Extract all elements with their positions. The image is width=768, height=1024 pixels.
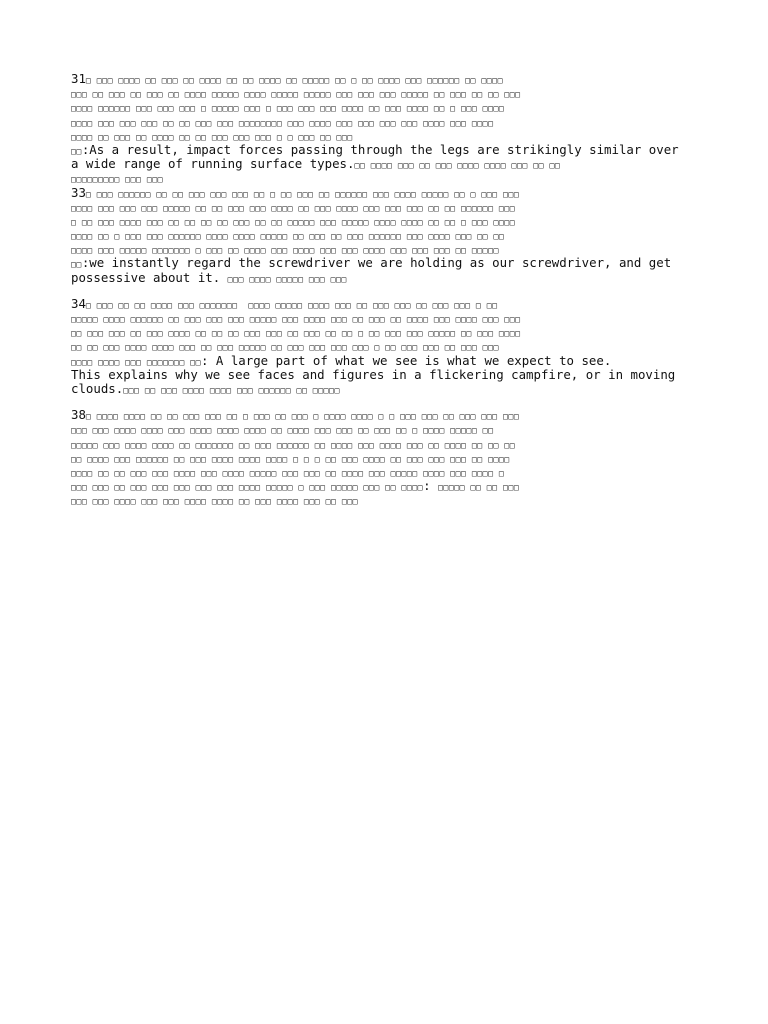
text-line	[71, 186, 701, 200]
glyph-run: □□□□□ □□□ □□□□ □□□□ □□ □□□□□□□ □□ □□□ □□□□□□ □□ □□□□ □□□ □□□□ □□□ □□ □□□□ □□ □□ □□	[71, 440, 516, 450]
english-text: :we instantly regard the screwdriver we are holding as our screwdriver, and get	[81, 255, 672, 271]
glyph-run: □□□□ □□□□□□ □□□ □□□ □□□ □ □□□□□ □□□ □ □□□ □□□ □□□ □□□□ □□ □□□ □□□□ □□ □ □□□ □□□□	[71, 104, 505, 114]
text-line	[71, 143, 701, 157]
glyph-run: □□□□ □□□ □□□ □□□ □□□□□ □□ □□ □□□ □□□ □□□□ □□ □□□ □□□□ □□□ □□□ □□□ □□ □□ □□□□□□ □□□	[71, 203, 516, 213]
text-line	[71, 451, 701, 465]
document-page	[71, 72, 701, 507]
glyph-run: □□□□ □□ □ □□□ □□□ □□□□□□ □□□□ □□□□ □□□□□ □□ □□□ □□ □□□ □□□□□□ □□□ □□□□ □□□ □□ □□	[71, 232, 505, 242]
glyph-run: □ □□□□ □□□□ □□ □□ □□□ □□□ □□ □ □□□ □□ □□□ □ □□□□ □□□□ □ □ □□□ □□□ □□ □□□ □□□ □□□	[85, 412, 520, 422]
question-number: 33	[71, 184, 86, 200]
glyph-run: □□□□□□□□□ □□□ □□□	[71, 175, 164, 185]
text-line	[71, 408, 701, 422]
question-number: 38	[71, 407, 86, 423]
text-line	[71, 325, 701, 339]
english-text: :As a result, impact forces passing through the legs are strikingly similar over	[81, 141, 679, 157]
question-31	[71, 72, 701, 186]
text-line	[71, 311, 701, 325]
glyph-run: □□□ □□□□ □□□□□ □□□ □□□	[227, 274, 347, 284]
glyph-run: □□□□ □□□□ □□□ □□□□□□□ □□	[71, 357, 201, 367]
text-line	[71, 256, 701, 270]
text-line	[71, 115, 701, 129]
text-line	[71, 354, 701, 368]
question-number: 34	[71, 295, 86, 311]
glyph-run: □□□□ □□ □□□ □□ □□□□ □□ □□ □□□ □□□ □□□ □ □ □□□ □□ □□□	[71, 132, 353, 142]
text-line	[71, 297, 701, 311]
text-line	[71, 129, 701, 143]
text-line	[71, 339, 701, 353]
text-line	[71, 100, 701, 114]
english-text: possessive about it.	[71, 269, 228, 285]
glyph-run: □□□ □□□ □□□□ □□□ □□□ □□□□ □□□□ □□ □□□ □□□□ □□□ □□ □□□	[71, 497, 359, 507]
glyph-run: □ □□□ □□□□□□ □□ □□ □□□ □□□ □□□ □□ □ □□ □□□ □□ □□□□□□ □□□ □□□□ □□□□□ □□ □ □□□ □□□	[85, 189, 520, 199]
glyph-run: □ □□ □□□ □□□□ □□□ □□ □□ □□ □□ □□□ □□ □□ □□□□□ □□□ □□□□□ □□□□ □□□□ □□ □□ □ □□□ □□□□	[71, 217, 516, 227]
glyph-run: □□□ □□ □□□ □□□□ □□□□ □□□ □□□□□□ □□ □□□□□	[123, 385, 340, 395]
text-line	[71, 382, 701, 396]
text-line	[71, 422, 701, 436]
question-number: 31	[71, 71, 86, 86]
english-text: This explains why we see faces and figures in a flickering campfire, or in moving	[71, 366, 676, 382]
text-line	[71, 437, 701, 451]
english-text: a wide range of running surface types.	[71, 156, 355, 172]
text-line	[71, 72, 701, 86]
text-line	[71, 242, 701, 256]
glyph-run: □□□□□ □□ □□ □□□	[438, 483, 520, 493]
glyph-run: □□□ □□ □□□ □□ □□□ □□ □□□□ □□□□□ □□□□ □□□□□ □□□□□ □□□ □□□ □□□ □□□□□ □□ □□□ □□ □□ □□□	[71, 90, 521, 100]
glyph-run: □ □□□ □□ □□ □□□□ □□□ □□□□□□□ □□□□ □□□□□ □□□□ □□□ □□ □□□ □□□ □□ □□□ □□□ □ □□	[85, 300, 498, 310]
glyph-run: □□□ □□□ □□ □□□ □□□ □□□ □□□ □□□ □□□□ □□□□□ □ □□□ □□□□□ □□□ □□ □□□□	[71, 483, 424, 493]
glyph-run: □□□□ □□□ □□□□□ □□□□□□□ □ □□□ □□ □□□□ □□□ □□□□ □□□ □□□ □□□□ □□□ □□□ □□□ □□ □□□□□	[71, 246, 499, 256]
text-line	[71, 86, 701, 100]
glyph-run: □□ □□□□ □□□ □□□□□□ □□ □□□ □□□□ □□□□ □□□□ □ □ □ □□ □□□ □□□□ □□ □□□ □□□ □□□ □□ □□□□	[71, 454, 510, 464]
text-line	[71, 171, 701, 185]
glyph-run: □□	[71, 260, 82, 270]
text-line	[71, 465, 701, 479]
text-line	[71, 214, 701, 228]
glyph-run: □□	[71, 146, 82, 156]
text-line	[71, 200, 701, 214]
glyph-run: □□ □□□ □□□ □□ □□□ □□□□ □□ □□ □□ □□□ □□□ □□ □□□ □□ □□ □ □□ □□□ □□□ □□□□□ □□ □□□ □□□□	[71, 329, 521, 339]
question-34	[71, 297, 701, 396]
english-text: :	[423, 478, 438, 494]
glyph-run: □□ □□ □□□ □□□□ □□□□ □□□ □□ □□□ □□□□□ □□ □□□ □□□ □□□ □□□ □ □□ □□□ □□□ □□ □□□ □□□	[71, 343, 499, 353]
text-line	[71, 157, 701, 171]
text-line	[71, 493, 701, 507]
text-line	[71, 228, 701, 242]
english-text: : A large part of what we see is what we expect to see.	[201, 352, 612, 368]
text-line	[71, 271, 701, 285]
question-33	[71, 186, 701, 285]
glyph-run: □□□□ □□□ □□□ □□□ □□ □□ □□□ □□□ □□□□□□□□ □□□ □□□□ □□□ □□□ □□□ □□□ □□□□ □□□ □□□□	[71, 118, 494, 128]
text-line	[71, 368, 701, 382]
glyph-run: □ □□□ □□□□ □□ □□□ □□ □□□□ □□ □□ □□□□ □□ □□□□□ □□ □ □□ □□□□ □□□ □□□□□□ □□ □□□□	[85, 76, 503, 85]
glyph-run: □□□□□ □□□□ □□□□□□ □□ □□□ □□□ □□□ □□□□□ □□□ □□□□ □□□ □□ □□□ □□ □□□□ □□□ □□□□ □□□ □□□	[71, 315, 521, 324]
english-text: clouds.	[71, 380, 124, 396]
text-line	[71, 479, 701, 493]
glyph-run: □□□ □□□ □□□□ □□□□ □□□ □□□□ □□□□ □□□□ □□ □□□□ □□□ □□□ □□ □□□ □□ □ □□□□ □□□□□ □□	[71, 426, 494, 436]
question-38	[71, 408, 701, 507]
glyph-run: □□□□ □□ □□ □□□ □□□ □□□□ □□□ □□□□ □□□□□ □□□ □□□ □□ □□□□ □□□ □□□□□ □□□□ □□□ □□□□ □	[71, 468, 505, 478]
glyph-run: □□ □□□□ □□□ □□ □□□ □□□□ □□□□ □□□ □□ □□	[354, 161, 561, 171]
